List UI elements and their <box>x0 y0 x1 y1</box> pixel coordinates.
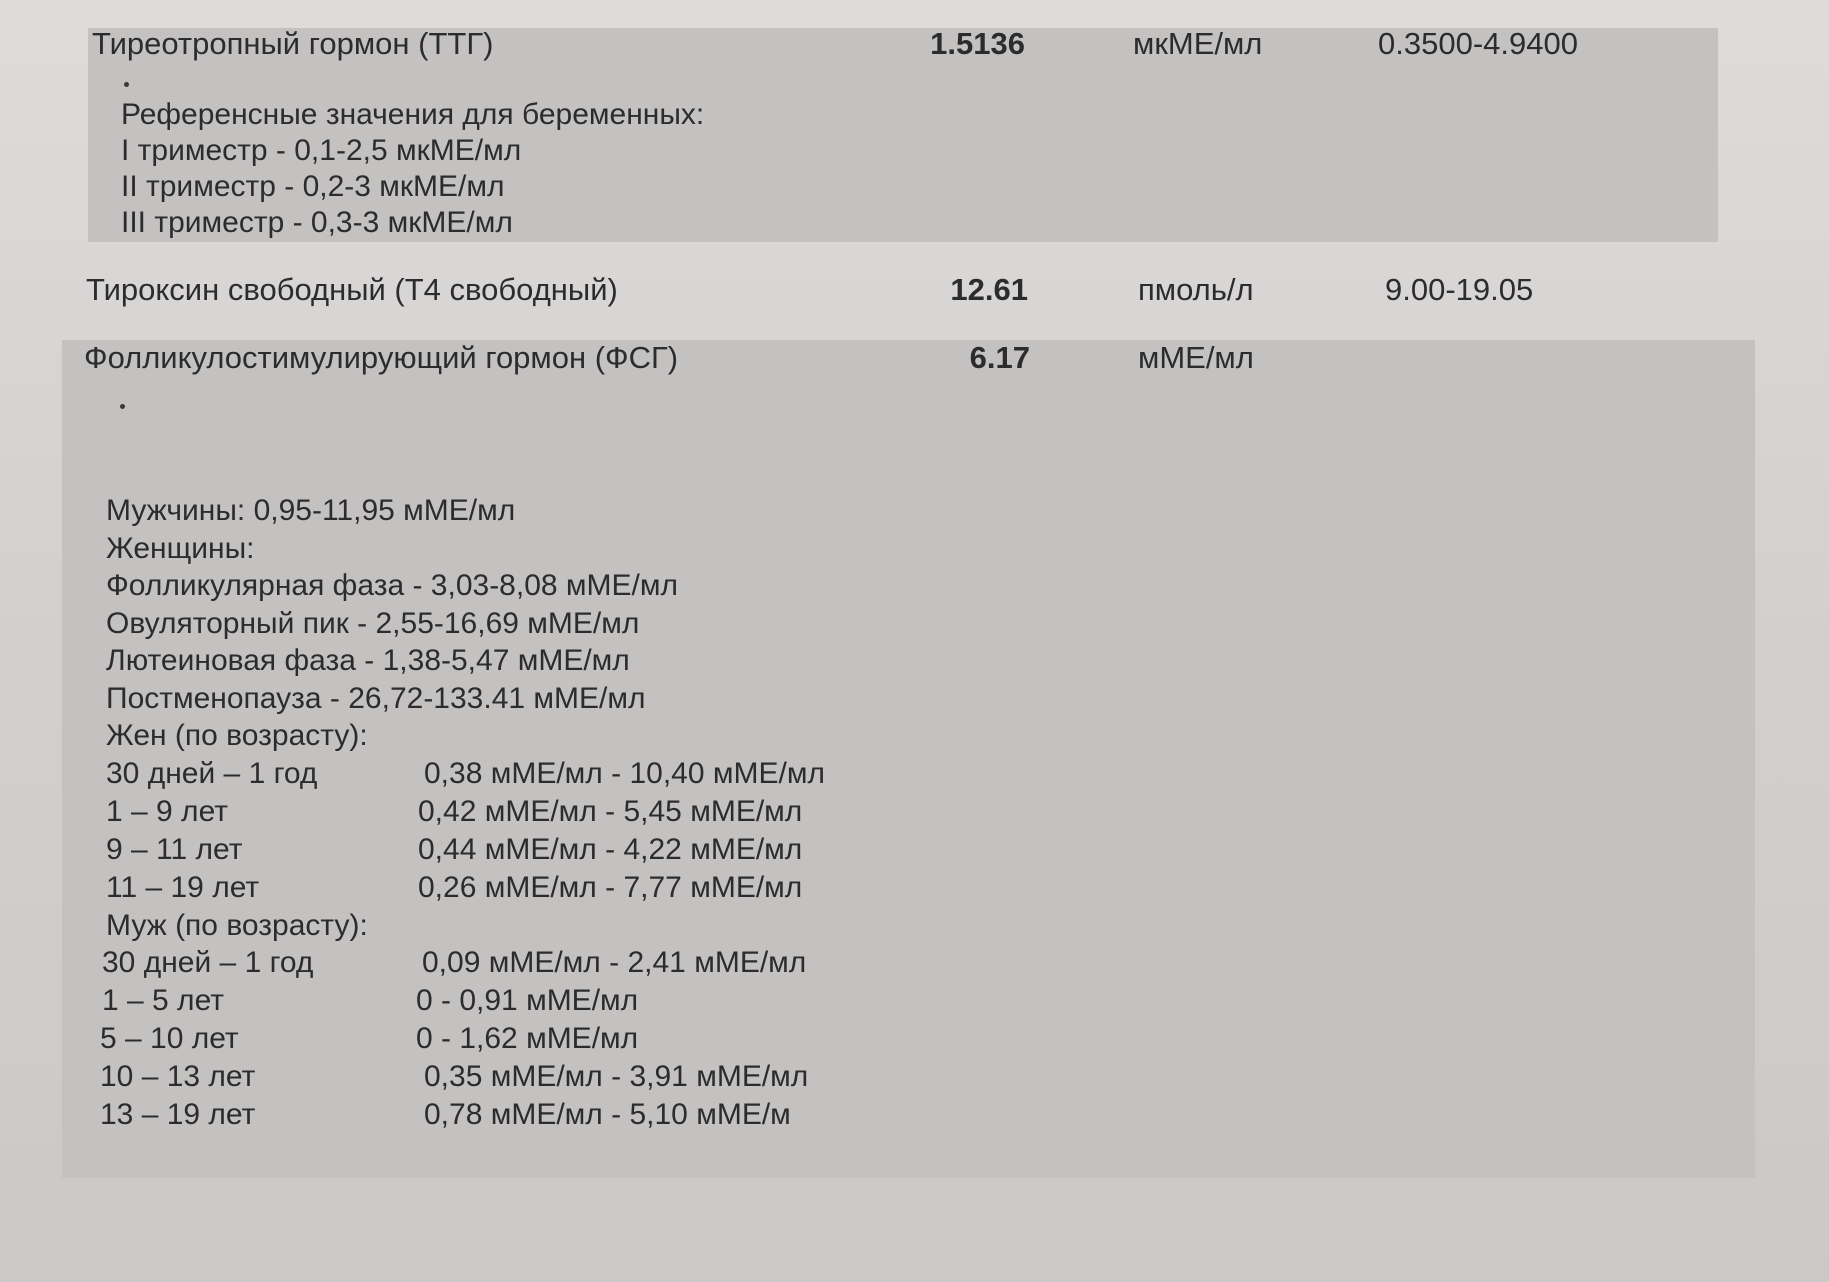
age-range: 0,78 мМЕ/мл - 5,10 мМЕ/м <box>424 1098 791 1131</box>
reference-range: 9.00-19.05 <box>1385 272 1534 307</box>
age-label: 30 дней – 1 год <box>106 756 318 790</box>
age-range: 0 - 0,91 мМЕ/мл <box>416 984 639 1017</box>
note-line: II триместр - 0,2-3 мкМЕ/мл <box>121 170 505 203</box>
note-line: III триместр - 0,3-3 мкМЕ/мл <box>121 206 513 239</box>
note-line: Лютеиновая фаза - 1,38-5,47 мМЕ/мл <box>106 644 630 677</box>
female-age-row <box>106 793 866 831</box>
age-range: 0,38 мМЕ/мл - 10,40 мМЕ/мл <box>424 756 825 790</box>
age-label: 1 – 5 лет <box>102 984 224 1017</box>
age-label: 13 – 19 лет <box>100 1098 256 1131</box>
result-unit: пмоль/л <box>1138 272 1254 307</box>
age-range: 0 - 1,62 мМЕ/мл <box>416 1022 639 1055</box>
female-age-row <box>106 755 866 793</box>
male-age-row <box>100 1020 866 1058</box>
male-age-row <box>102 944 866 982</box>
analyte-name: Фолликулостимулирующий гормон (ФСГ) <box>84 340 679 375</box>
result-row-t4-free <box>0 272 1829 312</box>
age-range: 0,42 мМЕ/мл - 5,45 мМЕ/мл <box>418 794 803 828</box>
age-range: 0,44 мМЕ/мл - 4,22 мМЕ/мл <box>418 832 803 866</box>
female-age-row <box>106 869 866 907</box>
age-range: 0,35 мМЕ/мл - 3,91 мМЕ/мл <box>424 1060 809 1093</box>
reference-range: 0.3500-4.9400 <box>1378 26 1578 61</box>
analyte-name: Тиреотропный гормон (ТТГ) <box>92 26 494 61</box>
note-line: I триместр - 0,1-2,5 мкМЕ/мл <box>121 134 522 167</box>
result-value: 1.5136 <box>930 26 1025 61</box>
age-range: 0,26 мМЕ/мл - 7,77 мМЕ/мл <box>418 870 803 904</box>
age-label: 11 – 19 лет <box>106 870 260 904</box>
note-line: Мужчины: 0,95-11,95 мМЕ/мл <box>106 494 516 527</box>
result-row-tsh <box>0 26 1829 66</box>
result-value: 12.61 <box>950 272 1028 307</box>
result-value: 6.17 <box>969 340 1030 375</box>
note-line: Овуляторный пик - 2,55-16,69 мМЕ/мл <box>106 606 640 640</box>
note-line: Постменопауза - 26,72-133.41 мМЕ/мл <box>106 681 646 715</box>
age-label: 9 – 11 лет <box>106 832 243 866</box>
result-row-fsh <box>0 340 1829 380</box>
analyte-name: Тироксин свободный (Т4 свободный) <box>86 272 618 307</box>
tsh-pregnancy-notes <box>121 97 704 241</box>
bullet-dot <box>120 404 125 409</box>
age-label: 30 дней – 1 год <box>102 946 314 979</box>
note-line: Жен (по возрасту): <box>106 719 368 752</box>
result-unit: мМЕ/мл <box>1138 340 1254 375</box>
note-line: Фолликулярная фаза - 3,03-8,08 мМЕ/мл <box>106 569 678 602</box>
age-range: 0,09 мМЕ/мл - 2,41 мМЕ/мл <box>422 946 807 979</box>
bullet-dot <box>124 82 129 87</box>
male-age-row <box>100 1096 866 1134</box>
result-unit: мкМЕ/мл <box>1133 26 1263 61</box>
note-line: Муж (по возрасту): <box>106 908 368 942</box>
age-label: 10 – 13 лет <box>100 1060 256 1093</box>
note-line: Женщины: <box>106 531 255 565</box>
male-age-row <box>100 1058 866 1096</box>
age-label: 5 – 10 лет <box>100 1022 239 1055</box>
age-label: 1 – 9 лет <box>106 794 228 828</box>
female-age-row <box>106 831 866 869</box>
note-line: Референсные значения для беременных: <box>121 98 705 131</box>
fsh-reference-notes <box>100 492 866 1134</box>
male-age-row <box>102 982 866 1020</box>
